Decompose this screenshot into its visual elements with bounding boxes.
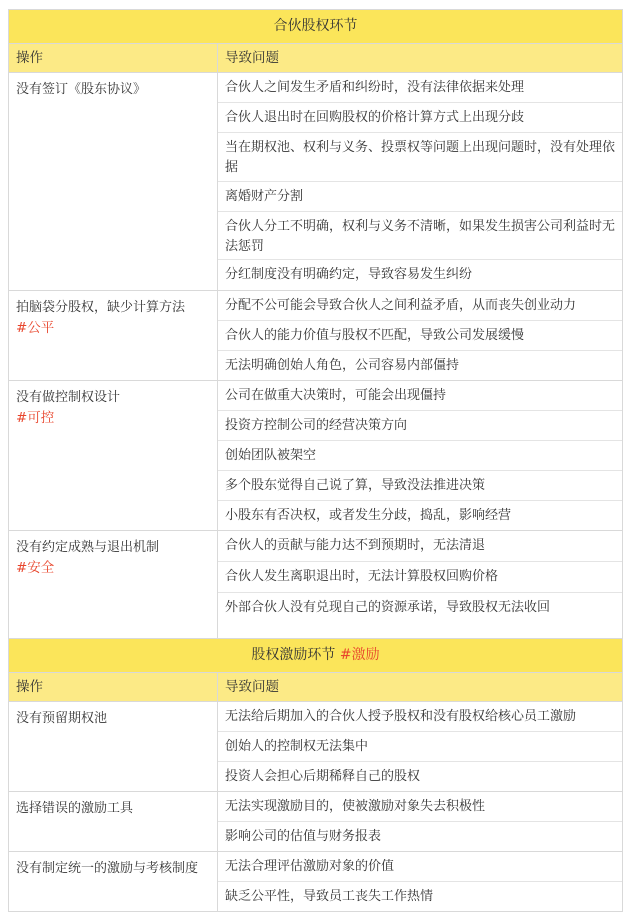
section-title-incentive — [8, 638, 623, 672]
issue-item: 无法实现激励目的，使被激励对象失去积极性 — [218, 792, 622, 822]
section-title-text: 股权激励环节 — [251, 647, 336, 663]
issue-item: 投资人会担心后期稀释自己的股权 — [225, 769, 421, 784]
issue-item: 缺乏公平性，导致员工丧失工作热情 — [225, 889, 434, 904]
op-text: 拍脑袋分股权，缺少计算方法 — [16, 300, 186, 315]
issue-item: 离婚财产分割 — [218, 182, 622, 212]
op-text: 没有签订《股东协议》 — [16, 82, 147, 97]
issue-list — [218, 792, 622, 851]
issue-list — [218, 381, 622, 530]
issue-item: 当在期权池、权利与义务、投票权等问题上出现问题时，没有处理依据 — [218, 133, 622, 182]
issue-item: 多个股东觉得自己说了算，导致没法推进决策 — [218, 471, 622, 501]
issue-item: 无法明确创始人角色，公司容易内部僵持 — [225, 358, 460, 373]
op-text: 没有做控制权设计 — [16, 390, 121, 405]
issue-item: 合伙人的能力价值与股权不匹配，导致公司发展缓慢 — [218, 321, 622, 351]
issue-item: 无法合理评估激励对象的价值 — [218, 852, 622, 882]
op-cell — [9, 291, 218, 380]
op-cell — [9, 73, 218, 290]
issue-item: 合伙人退出时在回购股权的价格计算方式上出现分歧 — [218, 103, 622, 133]
op-text: 选择错误的激励工具 — [16, 801, 134, 816]
issue-list — [218, 702, 622, 791]
section-title-partnership — [8, 9, 623, 43]
issue-list — [218, 291, 622, 380]
table-row — [8, 791, 623, 851]
issue-item: 分红制度没有明确约定，导致容易发生纠纷 — [225, 267, 473, 282]
header-issue: 导致问题 — [225, 50, 279, 66]
issue-list — [218, 852, 622, 911]
equity-table — [8, 9, 623, 912]
op-text: 没有约定成熟与退出机制 — [16, 540, 160, 555]
header-row — [8, 43, 623, 72]
table-row — [8, 290, 623, 380]
table-row — [8, 380, 623, 530]
hashtag-control: #可控 — [16, 410, 55, 426]
header-op: 操作 — [9, 44, 218, 72]
issue-item: 小股东有否决权，或者发生分歧，捣乱，影响经营 — [225, 508, 512, 523]
op-cell — [9, 702, 218, 791]
header-op: 操作 — [9, 673, 218, 701]
issue-item: 无法给后期加入的合伙人授予股权和没有股权给核心员工激励 — [218, 702, 622, 732]
section-title-text: 合伙股权环节 — [273, 18, 358, 34]
empty-cell — [218, 623, 622, 638]
hashtag-fair: #公平 — [16, 320, 55, 336]
issue-item: 创始人的控制权无法集中 — [218, 732, 622, 762]
table-row — [8, 72, 623, 290]
hashtag-incentive: #激励 — [339, 647, 380, 663]
op-cell — [9, 852, 218, 911]
table-row — [8, 530, 623, 638]
issue-item: 创始团队被架空 — [218, 441, 622, 471]
issue-item: 公司在做重大决策时，可能会出现僵持 — [218, 381, 622, 411]
issue-list — [218, 73, 622, 290]
header-row — [8, 672, 623, 701]
table-row — [8, 701, 623, 791]
op-text: 没有制定统一的激励与考核制度 — [16, 861, 199, 876]
issue-item: 合伙人之间发生矛盾和纠纷时，没有法律依据来处理 — [218, 73, 622, 103]
op-cell — [9, 792, 218, 851]
op-cell — [9, 531, 218, 638]
issue-item: 合伙人分工不明确，权利与义务不清晰，如果发生损害公司利益时无法惩罚 — [218, 212, 622, 261]
issue-item: 影响公司的估值与财务报表 — [225, 829, 382, 844]
header-issue: 导致问题 — [225, 679, 279, 695]
issue-item: 外部合伙人没有兑现自己的资源承诺，导致股权无法收回 — [225, 600, 551, 615]
op-text: 没有预留期权池 — [16, 711, 108, 726]
issue-item: 合伙人的贡献与能力达不到预期时，无法清退 — [218, 531, 622, 562]
op-cell — [9, 381, 218, 530]
issue-list — [218, 531, 622, 638]
issue-item: 合伙人发生离职退出时，无法计算股权回购价格 — [218, 562, 622, 593]
issue-item: 分配不公可能会导致合伙人之间利益矛盾，从而丧失创业动力 — [218, 291, 622, 321]
table-row — [8, 851, 623, 912]
issue-item: 投资方控制公司的经营决策方向 — [218, 411, 622, 441]
hashtag-safety: #安全 — [16, 560, 55, 576]
